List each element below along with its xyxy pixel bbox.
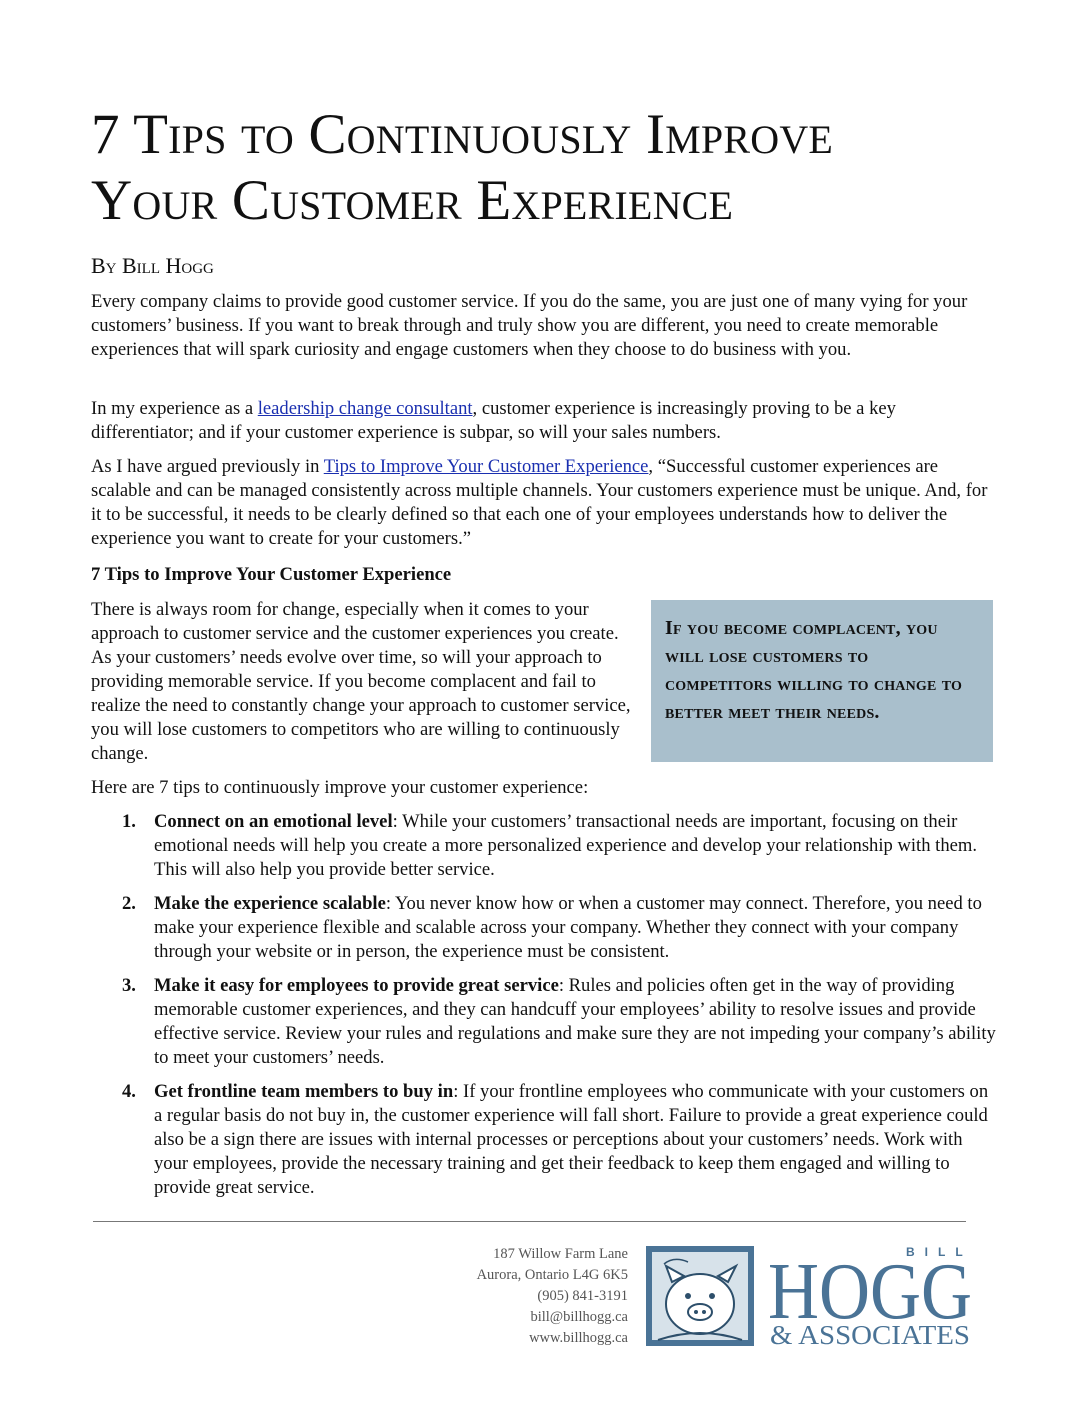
p2-after: , customer experience is increasingly proving to be a key differentiator; and if your customer experience is subpar, so will your sales numbers. [91, 398, 896, 443]
logo-bill-text: BILL [906, 1245, 973, 1259]
logo-hogg-text: HOGG [768, 1248, 972, 1336]
leadership-change-consultant-link[interactable]: leadership change consultant [257, 398, 473, 419]
consultant-paragraph [91, 397, 996, 445]
section-heading: 7 Tips to Improve Your Customer Experience [91, 564, 452, 585]
address-street: 187 Willow Farm Lane [493, 1246, 628, 1262]
logo-emblem-icon [646, 1246, 754, 1346]
address-city: Aurora, Ontario L4G 6K5 [476, 1267, 628, 1283]
footer-address-block [380, 1244, 628, 1349]
tip-heading: Make the experience scalable [154, 893, 386, 914]
list-item [91, 810, 996, 882]
tips-article-link[interactable]: Tips to Improve Your Customer Experience [323, 456, 649, 477]
tip-text: : You never know how or when a customer may connect. Therefore, you need to make your experience flexible and scalable across your company. Whether they connect with your company through your website or in person, the experience must be consistent. [154, 893, 982, 962]
tip-heading: Connect on an emotional level [154, 811, 393, 832]
byline: By Bill Hogg [91, 253, 214, 278]
tip-heading: Get frontline team members to buy in [154, 1081, 454, 1102]
tip-number: 4. [122, 1081, 136, 1102]
list-item [91, 1080, 996, 1200]
tip-number: 1. [122, 811, 136, 832]
footer-divider [93, 1221, 966, 1222]
bill-hogg-logo [644, 1242, 974, 1350]
tip-heading: Make it easy for employees to provide great service [154, 975, 559, 996]
tip-text: : Rules and policies often get in the way of providing memorable customer experiences, and they can handcuff your employees’ ability to resolve issues and provide effective service. Review your rules and regulations and make sure they are not impeding your company’s ability to meet your customers’ needs. [154, 975, 996, 1068]
logo-associates-text: & ASSOCIATES [770, 1320, 970, 1350]
pull-quote-text: If you become complacent, you will lose customers to competitors willing to change to better meet their needs. [665, 617, 963, 723]
title-line-2: Your Customer Experience [91, 169, 734, 232]
change-paragraph: There is always room for change, especially when it comes to your approach to customer service and the customer experiences you create. As your customers’ needs evolve over time, so will your approach to providing memorable service. If you become complacent and fail to realize the need to constantly change your approach to customer service, you will lose customers to competitors who are willing to continuously change. [91, 599, 631, 764]
page-title [91, 102, 1011, 234]
phone-number: (905) 841-3191 [537, 1288, 628, 1304]
tip-number: 2. [122, 893, 136, 914]
p3-before: As I have argued previously in [91, 456, 324, 477]
list-item [91, 974, 996, 1070]
intro-paragraph: Every company claims to provide good customer service. If you do the same, you are just one of many vying for your customers’ business. If you want to break through and truly show you are different, you need to create memorable experiences that will spark curiosity and engage customers when they choose to do business with you. [91, 291, 968, 360]
tip-text: : While your customers’ transactional needs are important, focusing on their emotional needs will help you create a more personalized experience and develop your relationship with them. This will also help you provide better service. [154, 811, 978, 880]
tip-text: : If your frontline employees who communicate with your customers on a regular basis do not buy in, the customer experience will fall short. Failure to provide a great experience could also be a sign there are issues with internal processes or perceptions about your customers’ needs. Work with your employees, provide the necessary training and get their feedback to keep them engaged and willing to provide great service. [154, 1081, 989, 1198]
tip-number: 3. [122, 975, 136, 996]
tips-list [91, 810, 996, 1210]
p3-after: , “Successful customer experiences are scalable and can be managed consistently across multiple channels. Your customers experience must be unique. And, for it to be successful, it needs to be clearly defined so that each one of your employees understands how to deliver the experience you want to create for your customers.” [91, 456, 988, 549]
tips-intro: Here are 7 tips to continuously improve your customer experience: [91, 777, 589, 798]
quote-paragraph [91, 455, 996, 551]
title-line-1: 7 Tips to Continuously Improve [91, 103, 834, 166]
pull-quote-box [651, 600, 993, 762]
p2-before: In my experience as a [91, 398, 258, 419]
list-item [91, 892, 996, 964]
email-address[interactable]: bill@billhogg.ca [530, 1309, 628, 1325]
website-url[interactable]: www.billhogg.ca [529, 1330, 628, 1346]
